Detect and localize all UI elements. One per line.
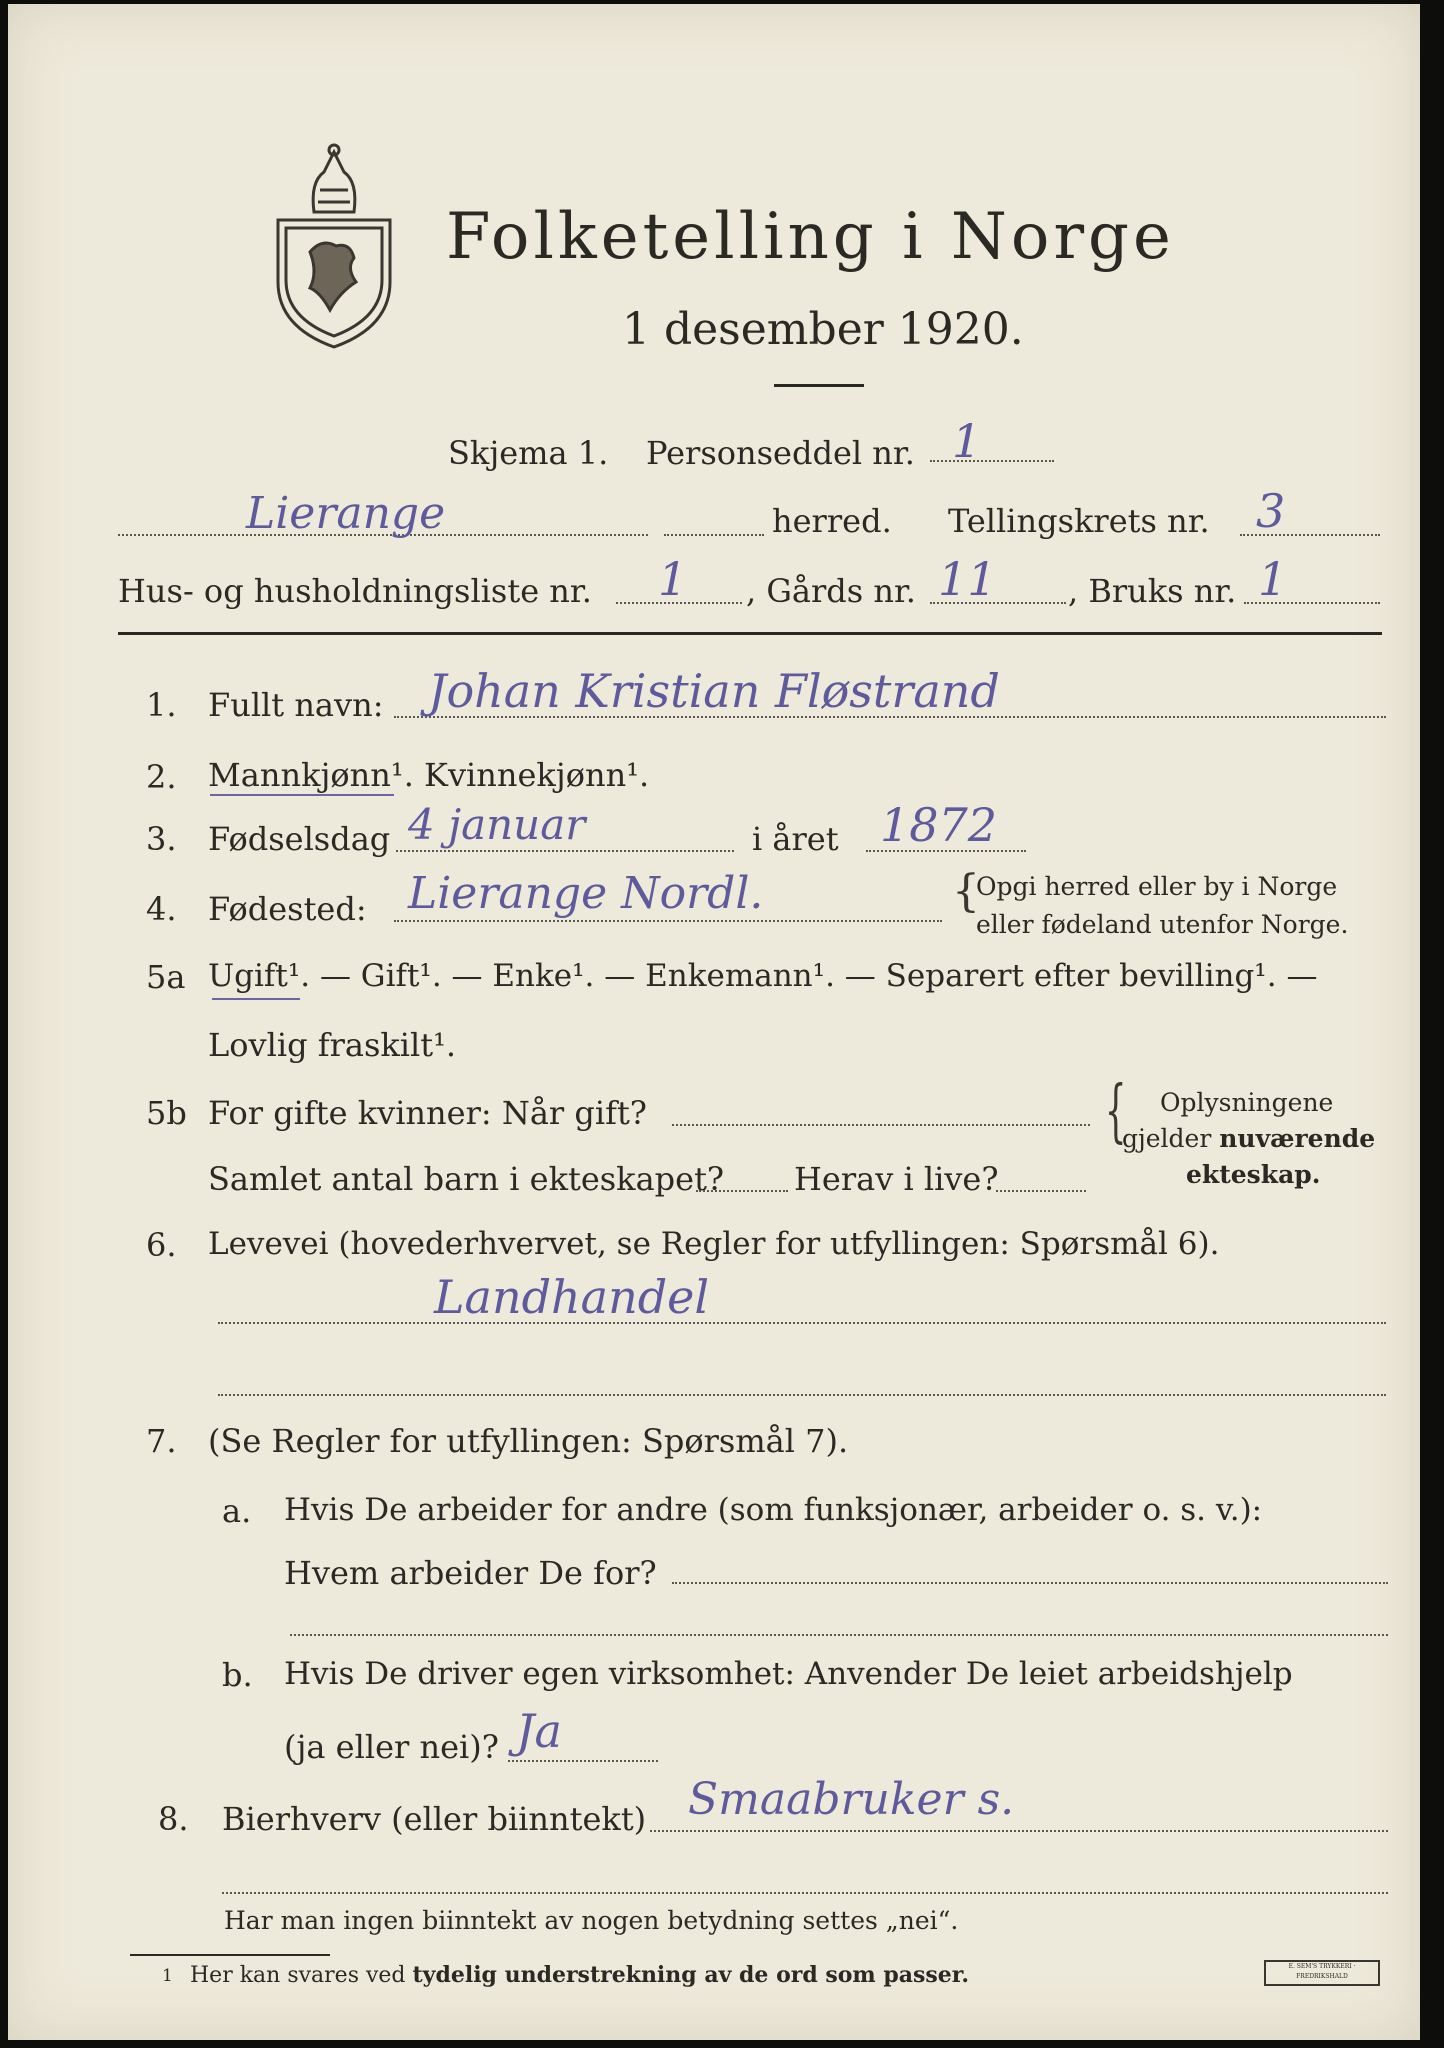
hus-label: Hus- og husholdningsliste nr. (118, 572, 592, 610)
q4-note-1: Opgi herred eller by i Norge (976, 872, 1338, 901)
hus-value[interactable]: 1 (658, 552, 688, 606)
side-income-value[interactable]: Smaabruker s. (688, 1774, 1015, 1825)
q1-label: Fullt navn: (208, 686, 384, 724)
q8-line (650, 1830, 1388, 1832)
footnote-number: 1 (162, 1966, 173, 1986)
q5b-brace: { (1104, 1072, 1127, 1151)
hired-help-value[interactable]: Ja (516, 1704, 562, 1758)
skjema-label: Skjema 1. (448, 434, 609, 472)
q4-number: 4. (146, 890, 177, 928)
q2-label: Mannkjønn¹. Kvinnekjønn¹. (208, 756, 650, 794)
tellingskrets-label: Tellingskrets nr. (948, 502, 1210, 540)
header-divider (118, 632, 1382, 635)
q8-number: 8. (158, 1800, 189, 1838)
q5a-line2: Lovlig fraskilt¹. (208, 1026, 457, 1064)
q5b-alive-line (996, 1190, 1086, 1192)
occupation-value[interactable]: Landhandel (434, 1270, 710, 1324)
q7a-letter: a. (222, 1492, 252, 1530)
herred-line-2 (664, 534, 764, 536)
footnote-divider (130, 1954, 330, 1956)
q4-note-2: eller fødeland utenfor Norge. (976, 910, 1349, 939)
q5b-line1: For gifte kvinner: Når gift? (208, 1094, 647, 1132)
q5b-married-line (672, 1124, 1090, 1126)
birthplace-value[interactable]: Lierange Nordl. (408, 868, 764, 919)
birth-day-value[interactable]: 4 januar (408, 800, 586, 849)
q5b-note-1: Oplysningene (1160, 1088, 1334, 1117)
q7a-employer-line (672, 1582, 1388, 1584)
q5b-note-2-text: gjelder (1122, 1124, 1212, 1153)
q2-underline-mark (210, 794, 394, 796)
q7b-line2: (ja eller nei)? (284, 1728, 499, 1766)
q5b-note-2 (1122, 1124, 1375, 1153)
q3-number: 3. (146, 820, 177, 858)
q5a-number: 5a (146, 958, 186, 996)
q7a-line1: Hvis De arbeider for andre (som funksjonær, arbeider o. s. v.): (284, 1492, 1263, 1528)
q5b-children-label: Samlet antal barn i ekteskapet? (208, 1160, 725, 1198)
q6-number: 6. (146, 1226, 177, 1264)
coat-of-arms-icon (270, 142, 398, 352)
q4-label: Fødested: (208, 890, 367, 928)
q7-number: 7. (146, 1422, 177, 1460)
q3-year-label: i året (752, 820, 839, 858)
personseddel-line (930, 460, 1054, 462)
q4-line (394, 920, 942, 922)
gards-value[interactable]: 11 (938, 552, 997, 606)
q8-line-2 (222, 1892, 1388, 1894)
bruks-label: , Bruks nr. (1068, 572, 1237, 610)
q7b-letter: b. (222, 1656, 253, 1694)
q7b-line1: Hvis De driver egen virksomhet: Anvender De leiet arbeidshjelp (284, 1656, 1293, 1692)
q6-line-2 (218, 1394, 1386, 1396)
q7a-line2: Hvem arbeider De for? (284, 1554, 657, 1592)
q7a-line-2 (290, 1634, 1388, 1636)
q2-number: 2. (146, 758, 177, 796)
full-name-value[interactable]: Johan Kristian Fløstrand (428, 664, 1000, 718)
q6-line-1 (218, 1322, 1386, 1324)
q5a-underline-mark (212, 998, 300, 1000)
herred-value[interactable]: Lierange (246, 488, 446, 539)
census-date: 1 desember 1920. (622, 304, 1024, 355)
birth-year-value[interactable]: 1872 (880, 798, 998, 852)
census-form-page (8, 4, 1420, 2040)
bruks-value[interactable]: 1 (1258, 552, 1288, 606)
q5b-children-line (696, 1190, 788, 1192)
q6-label: Levevei (hovederhvervet, se Regler for utfyllingen: Spørsmål 6). (208, 1226, 1220, 1262)
footnote-text-a: Her kan svares ved (190, 1963, 406, 1988)
q5b-alive-label: Herav i live? (794, 1160, 999, 1198)
herred-label: herred. (772, 502, 892, 540)
q7-label: (Se Regler for utfyllingen: Spørsmål 7). (208, 1422, 849, 1460)
q7b-line (508, 1760, 658, 1762)
q3-label: Fødselsdag (208, 820, 391, 858)
personseddel-label: Personseddel nr. (646, 434, 915, 472)
footnote-text-b: tydelig understrekning av de ord som passer. (412, 1962, 970, 1988)
q1-number: 1. (146, 686, 177, 724)
q8-label: Bierhverv (eller biinntekt) (222, 1800, 647, 1838)
q5b-number: 5b (146, 1094, 187, 1132)
title-divider (774, 384, 864, 387)
footer-note: Har man ingen biinntekt av nogen betydning settes „nei“. (224, 1906, 959, 1935)
q5a-line1: Ugift¹. — Gift¹. — Enke¹. — Enkemann¹. — Separert efter bevilling¹. — (208, 958, 1318, 994)
q4-brace: { (952, 866, 980, 917)
printer-stamp: E. SEM'S TRYKKERI · FREDRIKSHALD (1264, 1960, 1380, 1986)
footnote-text (190, 1962, 969, 1988)
form-title: Folketelling i Norge (446, 200, 1175, 274)
q5b-note-3: ekteskap. (1186, 1160, 1321, 1189)
personseddel-value[interactable]: 1 (952, 414, 982, 468)
tellingskrets-value[interactable]: 3 (1256, 484, 1286, 538)
gards-label: , Gårds nr. (746, 572, 916, 610)
q3-day-line (396, 850, 734, 852)
q5b-note-2-bold: nuværende (1219, 1124, 1376, 1153)
